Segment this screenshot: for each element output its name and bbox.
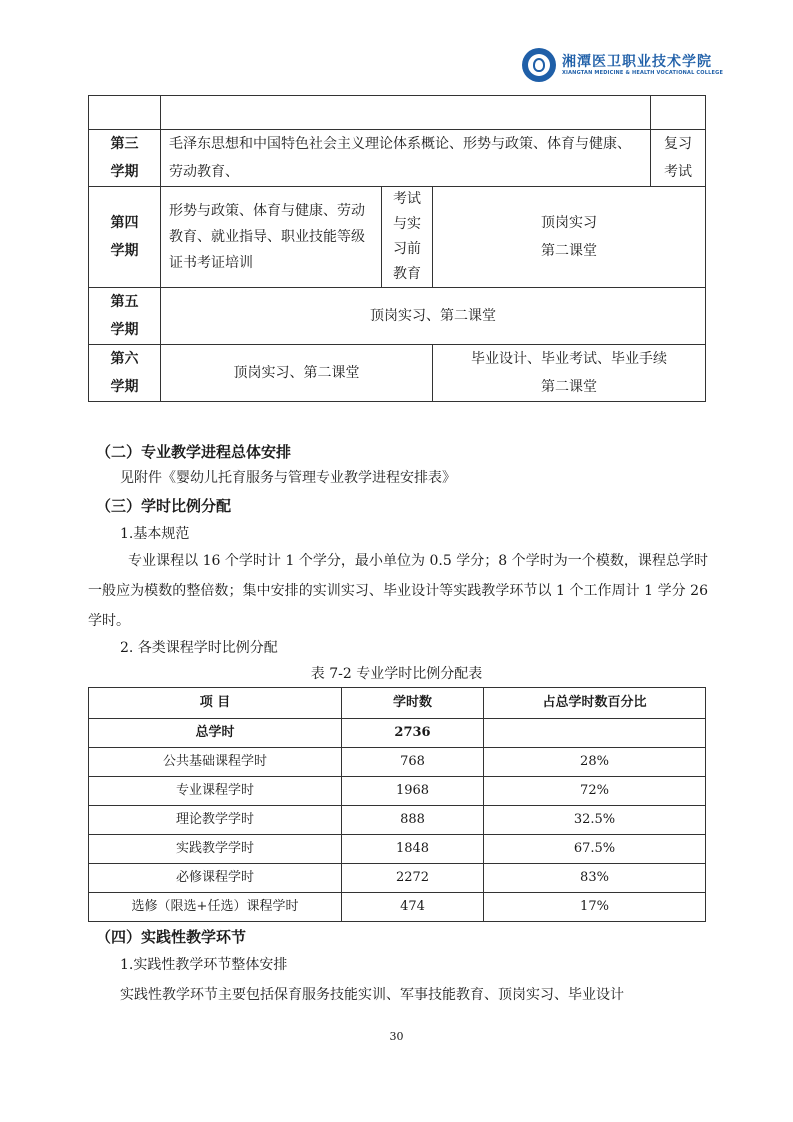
percent-cell: 83%: [484, 864, 706, 893]
section-heading-4: （四）实践性教学环节: [96, 928, 247, 946]
semester-cell: [89, 187, 161, 288]
percent-cell: 17%: [484, 893, 706, 922]
section-2-text: 见附件《婴幼儿托育服务与管理专业教学进程安排表》: [120, 470, 456, 486]
left-cell: 顶岗实习、第二课堂: [161, 345, 433, 402]
hours-ratio-table: [88, 687, 706, 922]
table-row: [89, 130, 706, 187]
item-cell: 必修课程学时: [89, 864, 342, 893]
item-cell: 专业课程学时: [89, 777, 342, 806]
right-line: 第二课堂: [541, 379, 597, 395]
table-row: [89, 288, 706, 345]
content-cell: [161, 187, 382, 288]
section-3-paragraph: 专业课程以 16 个学时计 1 个学分，最小单位为 0.5 学分；8 个学时为一个模数，课程总学时一般应为模数的整倍数；集中安排的实训实习、毕业设计等实践教学环节以 1 个工作周计 1 学分 26 学时。: [88, 553, 708, 629]
percent-cell: 72%: [484, 777, 706, 806]
content-cell: 毛泽东思想和中国特色社会主义理论体系概论、形势与政策、体育与健康、劳动教育、: [161, 130, 651, 187]
table-row: [89, 864, 706, 893]
semester-label: 学期: [110, 243, 139, 259]
middle-line: 考试: [393, 191, 421, 207]
semester-cell: [89, 288, 161, 345]
right-cell: [651, 130, 706, 187]
hours-cell: 888: [342, 806, 484, 835]
logo-chinese-name: 湘潭医卫职业技术学院: [562, 53, 712, 70]
middle-line: 与实: [393, 216, 421, 232]
hours-cell: 1848: [342, 835, 484, 864]
logo-english-name: XIANGTAN MEDICINE & HEALTH VOCATIONAL COLLEGE: [562, 69, 724, 76]
middle-cell: [382, 187, 433, 288]
hours-cell: 2736: [342, 719, 484, 748]
right-label: 考试: [664, 164, 692, 180]
semester-cell: [89, 96, 161, 130]
percent-cell: 28%: [484, 748, 706, 777]
table-row: [89, 187, 706, 288]
content-cell: 顶岗实习、第二课堂: [161, 288, 706, 345]
page-number: 30: [389, 1030, 404, 1043]
content-line: 教育、就业指导、职业技能等级: [169, 229, 365, 245]
semester-label: 第四: [110, 215, 139, 231]
hours-cell: 2272: [342, 864, 484, 893]
semester-schedule-table: [88, 95, 706, 402]
content-line: 形势与政策、体育与健康、劳动: [169, 203, 365, 219]
hours-cell: 1968: [342, 777, 484, 806]
item-cell: 理论教学学时: [89, 806, 342, 835]
table-row: [89, 835, 706, 864]
semester-cell: [89, 345, 161, 402]
middle-line: 教育: [393, 266, 421, 282]
section-3-subheading-1: 1.基本规范: [120, 526, 190, 542]
item-cell: 公共基础课程学时: [89, 748, 342, 777]
college-logo: [522, 45, 724, 85]
content-cell: [161, 96, 651, 130]
semester-label: 学期: [110, 164, 139, 180]
semester-cell: [89, 130, 161, 187]
table-row: [89, 719, 706, 748]
semester-label: 第五: [110, 294, 139, 310]
percent-cell: 67.5%: [484, 835, 706, 864]
semester-label: 学期: [110, 379, 139, 395]
semester-label: 第三: [110, 136, 139, 152]
table-row: [89, 748, 706, 777]
table-row: [89, 777, 706, 806]
section-heading-2: （二）专业教学进程总体安排: [96, 443, 292, 461]
table-caption: 表 7-2 专业学时比例分配表: [310, 666, 483, 682]
percent-cell: 32.5%: [484, 806, 706, 835]
right-line: 顶岗实习: [541, 215, 597, 231]
right-label: 复习: [664, 136, 692, 152]
column-header: 占总学时数百分比: [484, 688, 706, 719]
table-row: [89, 345, 706, 402]
item-cell: 总学时: [89, 719, 342, 748]
section-4-subheading-1: 1.实践性教学环节整体安排: [120, 957, 288, 973]
column-header: 学时数: [342, 688, 484, 719]
item-cell: 选修（限选+任选）课程学时: [89, 893, 342, 922]
hours-cell: 768: [342, 748, 484, 777]
table-row: [89, 893, 706, 922]
right-cell: [651, 96, 706, 130]
right-cell: [433, 187, 706, 288]
column-header: 项 目: [89, 688, 342, 719]
right-line: 第二课堂: [541, 243, 597, 259]
right-line: 毕业设计、毕业考试、毕业手续: [471, 351, 667, 367]
section-4-paragraph: 实践性教学环节主要包括保育服务技能实训、军事技能教育、顶岗实习、毕业设计: [120, 987, 624, 1003]
college-emblem-icon: [522, 48, 556, 82]
semester-label: 第六: [110, 351, 139, 367]
content-line: 证书考证培训: [169, 255, 253, 271]
section-heading-3: （三）学时比例分配: [96, 497, 232, 515]
percent-cell: [484, 719, 706, 748]
table-row: [89, 806, 706, 835]
item-cell: 实践教学学时: [89, 835, 342, 864]
middle-line: 习前: [393, 241, 421, 257]
semester-label: 学期: [110, 322, 139, 338]
section-3-subheading-2: 2. 各类课程学时比例分配: [120, 640, 278, 656]
right-cell: [433, 345, 706, 402]
hours-cell: 474: [342, 893, 484, 922]
table-header-row: [89, 688, 706, 719]
table-row: [89, 96, 706, 130]
